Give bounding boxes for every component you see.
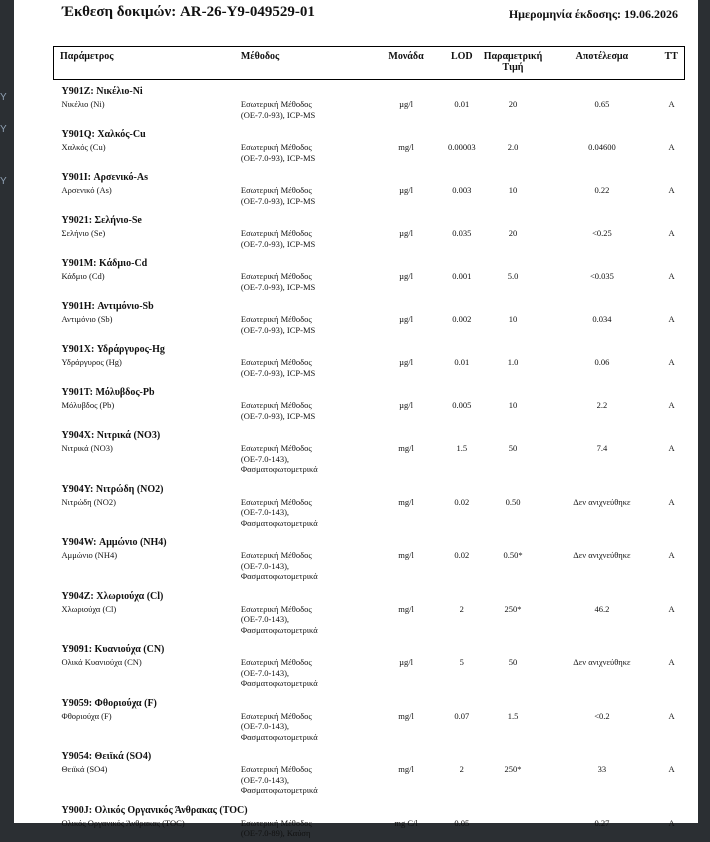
- cell-parametric-value: 250*: [504, 764, 522, 774]
- cell-parameter: Μόλυβδος (Pb): [61, 400, 115, 410]
- group-title: Y901Q: Χαλκός-Cu: [61, 129, 146, 140]
- cell-result: <0.035: [589, 271, 614, 281]
- cell-lod: 0.002: [452, 314, 472, 324]
- cell-method: Εσωτερική Μέθοδος (ΟΕ-7.0-143), Φασματοφωτομετρικά: [240, 496, 318, 528]
- cell-result: 0.22: [594, 185, 610, 195]
- group-title: Y904Y: Νιτρώδη (NO2): [61, 483, 164, 495]
- cell-result: 0.04600: [588, 142, 616, 152]
- cell-lod: 0.02: [454, 496, 470, 507]
- cell-method: Εσωτερική Μέθοδος (ΟΕ-7.0-93), ICP-MS: [240, 400, 316, 421]
- cell-result: Δεν ανιχνεύθηκε: [573, 550, 631, 560]
- group-title: Y901T: Μόλυβδος-Pb: [61, 387, 155, 398]
- cell-tt: A: [668, 603, 675, 614]
- group-title: Y901M: Κάδμιο-Cd: [61, 258, 148, 269]
- group-header-row: [54, 80, 685, 100]
- background-text-fragment: Y: [0, 124, 7, 135]
- cell-parameter: Υδράργυρος (Hg): [61, 357, 122, 367]
- group-header-row: [54, 166, 685, 185]
- table-row: [54, 400, 685, 424]
- cell-parametric-value: 1.0: [507, 357, 519, 367]
- cell-parametric-value: 0.50*: [503, 550, 523, 560]
- background-text-fragment: Y: [0, 176, 7, 187]
- cell-lod: 0.07: [454, 710, 470, 721]
- cell-unit: mg/l: [398, 496, 414, 507]
- cell-result: 0.034: [592, 314, 612, 324]
- issue-date: Ημερομηνία έκδοσης: 19.06.2026: [508, 7, 678, 21]
- cell-parametric-value: 0.50: [505, 496, 521, 507]
- group-header-row: [54, 745, 685, 764]
- cell-parametric-value: 10: [508, 314, 518, 324]
- cell-parameter: Αρσενικό (As): [61, 185, 112, 195]
- cell-unit: mg/l: [398, 142, 414, 152]
- group-title: Y904X: Νιτρικά (NO3): [61, 430, 161, 441]
- group-title: Y9021: Σελήνιο-Se: [61, 215, 142, 226]
- cell-parameter: Νιτρικά (NO3): [61, 443, 113, 453]
- cell-method: Εσωτερική Μέθοδος (ΟΕ-7.0-89), Καύση: [240, 817, 312, 838]
- cell-lod: 0.005: [452, 400, 472, 410]
- col-header-parametric-value: Παραμετρική Τιμή: [481, 47, 546, 80]
- cell-unit: µg/l: [399, 185, 413, 195]
- cell-result: 46.2: [594, 603, 610, 614]
- cell-unit: mg/l: [398, 443, 414, 453]
- group-header-row: [54, 295, 685, 314]
- cell-method: Εσωτερική Μέθοδος (ΟΕ-7.0-143), Φασματοφωτομετρικά: [240, 657, 318, 688]
- cell-parametric-value: 250*: [504, 603, 522, 614]
- cell-method: Εσωτερική Μέθοδος (ΟΕ-7.0-93), ICP-MS: [240, 99, 316, 120]
- cell-parameter: Σελήνιο (Se): [61, 228, 106, 238]
- cell-method: Εσωτερική Μέθοδος (ΟΕ-7.0-143), Φασματοφωτομετρικά: [240, 550, 318, 581]
- col-header-result: Αποτέλεσμα: [545, 47, 658, 80]
- cell-lod: 5: [459, 657, 464, 667]
- cell-unit: µg/l: [399, 357, 413, 367]
- table-row: [54, 711, 685, 746]
- cell-unit: µg/l: [399, 228, 413, 238]
- group-header-row: [54, 123, 685, 142]
- cell-result: 7.4: [596, 443, 608, 453]
- table-row: [54, 228, 685, 252]
- table-row: [54, 99, 685, 123]
- cell-parameter: Θειϊκά (SO4): [61, 764, 108, 774]
- group-title: Y9091: Κυανιούχα (CN): [61, 644, 165, 655]
- cell-lod: 2: [459, 764, 464, 774]
- document-page: [14, 0, 698, 838]
- cell-tt: A: [668, 710, 675, 721]
- table-row: [54, 443, 685, 478]
- group-title: Y9059: Φθοριούχα (F): [61, 697, 157, 709]
- group-header-row: [54, 638, 685, 657]
- cell-parameter: Αμμώνιο (NH4): [61, 550, 118, 560]
- cell-method: Εσωτερική Μέθοδος (ΟΕ-7.0-93), ICP-MS: [240, 271, 316, 292]
- table-row: [54, 271, 685, 295]
- cell-lod: 0.02: [454, 550, 470, 560]
- cell-tt: A: [668, 314, 675, 324]
- cell-method: Εσωτερική Μέθοδος (ΟΕ-7.0-93), ICP-MS: [240, 228, 316, 249]
- cell-lod: 0.05: [454, 817, 470, 828]
- cell-result: 0.06: [594, 357, 610, 367]
- group-header-row: [54, 585, 685, 604]
- cell-result: 0.27: [594, 817, 610, 828]
- cell-method: Εσωτερική Μέθοδος (ΟΕ-7.0-93), ICP-MS: [240, 185, 316, 206]
- cell-result: <0.25: [592, 228, 612, 238]
- cell-parameter: Φθοριούχα (F): [61, 710, 112, 721]
- cell-parameter: Νικέλιο (Ni): [61, 99, 105, 109]
- cell-lod: 0.001: [452, 271, 472, 281]
- cell-parametric-value: 50: [508, 657, 518, 667]
- cell-result: Δεν ανιχνεύθηκε: [573, 657, 631, 667]
- col-header-method: Μέθοδος: [238, 47, 369, 80]
- cell-result: 33: [597, 764, 607, 774]
- background-text-fragment: Y: [0, 92, 7, 103]
- table-row: [54, 357, 685, 381]
- cell-tt: A: [668, 443, 675, 453]
- cell-parametric-value: 5.0: [507, 271, 519, 281]
- cell-tt: A: [668, 357, 675, 367]
- group-header-row: [54, 338, 685, 357]
- cell-tt: A: [668, 764, 675, 774]
- table-row: [54, 550, 685, 585]
- cell-lod: 0.01: [454, 357, 470, 367]
- cell-method: Εσωτερική Μέθοδος (ΟΕ-7.0-93), ICP-MS: [240, 142, 316, 163]
- cell-tt: A: [668, 228, 675, 238]
- cell-parametric-value: 10: [508, 185, 518, 195]
- cell-tt: A: [668, 185, 675, 195]
- group-title: Y904W: Αμμώνιο (NH4): [61, 537, 167, 548]
- cell-method: Εσωτερική Μέθοδος (ΟΕ-7.0-93), ICP-MS: [240, 314, 316, 335]
- group-title: Y901Z: Νικέλιο-Ni: [61, 86, 143, 97]
- cell-parametric-value: 10: [508, 400, 518, 410]
- col-header-parameter: Παράμετρος: [54, 47, 238, 80]
- table-row: [54, 764, 685, 799]
- group-title: Y901X: Υδράργυρος-Hg: [61, 344, 165, 355]
- results-table: [53, 46, 685, 842]
- cell-parametric-value: [481, 818, 546, 842]
- table-row: [54, 185, 685, 209]
- cell-parametric-value: 20: [508, 99, 518, 109]
- cell-lod: 0.003: [452, 185, 472, 195]
- cell-lod: 0.035: [452, 228, 472, 238]
- group-title: Y9054: Θειϊκά (SO4): [61, 751, 152, 762]
- cell-unit: mg C/l: [394, 817, 418, 828]
- cell-parametric-value: 20: [508, 228, 518, 238]
- group-header-row: [54, 799, 685, 818]
- table-header-row: [54, 47, 685, 80]
- group-header-row: [54, 531, 685, 550]
- report-header: [62, 4, 678, 24]
- cell-method: Εσωτερική Μέθοδος (ΟΕ-7.0-93), ICP-MS: [240, 357, 316, 378]
- cell-parametric-value: 2.0: [507, 142, 519, 152]
- cell-method: Εσωτερική Μέθοδος (ΟΕ-7.0-143), Φασματοφωτομετρικά: [240, 710, 318, 742]
- table-row: [54, 657, 685, 692]
- table-row: [54, 604, 685, 639]
- cell-method: Εσωτερική Μέθοδος (ΟΕ-7.0-143), Φασματοφωτομετρικά: [240, 764, 318, 795]
- report-title: Έκθεση δοκιμών: AR-26-Y9-049529-01: [62, 4, 315, 20]
- cell-method: Εσωτερική Μέθοδος (ΟΕ-7.0-143), Φασματοφωτομετρικά: [240, 603, 318, 635]
- table-row: [54, 142, 685, 166]
- cell-lod: 2: [459, 603, 464, 614]
- cell-parametric-value: 1.5: [507, 710, 519, 721]
- col-header-tt: ΤΤ: [659, 47, 685, 80]
- cell-unit: mg/l: [398, 550, 414, 560]
- cell-unit: µg/l: [399, 271, 413, 281]
- table-row: [54, 497, 685, 532]
- group-header-row: [54, 381, 685, 400]
- cell-tt: A: [668, 550, 675, 560]
- cell-tt: A: [668, 657, 675, 667]
- group-title: Y901I: Αρσενικό-As: [61, 172, 149, 183]
- cell-parametric-value: 50: [508, 443, 518, 453]
- cell-unit: µg/l: [399, 400, 413, 410]
- cell-unit: µg/l: [399, 99, 413, 109]
- cell-unit: µg/l: [399, 657, 413, 667]
- cell-lod: 0.00003: [447, 142, 476, 152]
- cell-parameter: Αντιμόνιο (Sb): [61, 314, 113, 324]
- group-header-row: [54, 478, 685, 497]
- cell-parameter: Χαλκός (Cu): [61, 142, 106, 152]
- table-row: [54, 818, 685, 842]
- group-header-row: [54, 252, 685, 271]
- group-header-row: [54, 692, 685, 711]
- cell-parameter: Χλωριούχα (Cl): [61, 603, 117, 614]
- group-title: Y901H: Αντιμόνιο-Sb: [61, 301, 154, 312]
- cell-tt: A: [668, 400, 675, 410]
- cell-lod: 1.5: [456, 443, 468, 453]
- cell-tt: A: [668, 99, 675, 109]
- cell-unit: mg/l: [398, 710, 414, 721]
- cell-result: 0.65: [594, 99, 610, 109]
- cell-lod: 0.01: [454, 99, 470, 109]
- cell-result: 2.2: [596, 400, 608, 410]
- cell-parameter: Ολικός Οργανικός Άνθρακας (TOC): [61, 817, 185, 828]
- cell-result: <0.2: [594, 710, 610, 721]
- group-header-row: [54, 209, 685, 228]
- cell-unit: µg/l: [399, 314, 413, 324]
- cell-method: Εσωτερική Μέθοδος (ΟΕ-7.0-143), Φασματοφωτομετρικά: [240, 443, 318, 474]
- cell-result: Δεν ανιχνεύθηκε: [573, 496, 631, 507]
- cell-tt: A: [668, 142, 675, 152]
- col-header-lod: LOD: [443, 47, 481, 80]
- table-row: [54, 314, 685, 338]
- cell-tt: A: [668, 271, 675, 281]
- group-header-row: [54, 424, 685, 443]
- col-header-unit: Μονάδα: [369, 47, 443, 80]
- group-title: Y904Z: Χλωριούχα (Cl): [61, 590, 164, 602]
- cell-tt: A: [668, 817, 675, 828]
- cell-unit: mg/l: [398, 603, 414, 614]
- cell-parameter: Κάδμιο (Cd): [61, 271, 105, 281]
- cell-tt: A: [668, 496, 675, 507]
- cell-parameter: Νιτρώδη (NO2): [61, 496, 116, 507]
- group-title: Y900J: Ολικός Οργανικός Άνθρακας (TOC): [61, 804, 248, 816]
- cell-unit: mg/l: [398, 764, 414, 774]
- cell-parameter: Ολικά Κυανιούχα (CN): [61, 657, 142, 667]
